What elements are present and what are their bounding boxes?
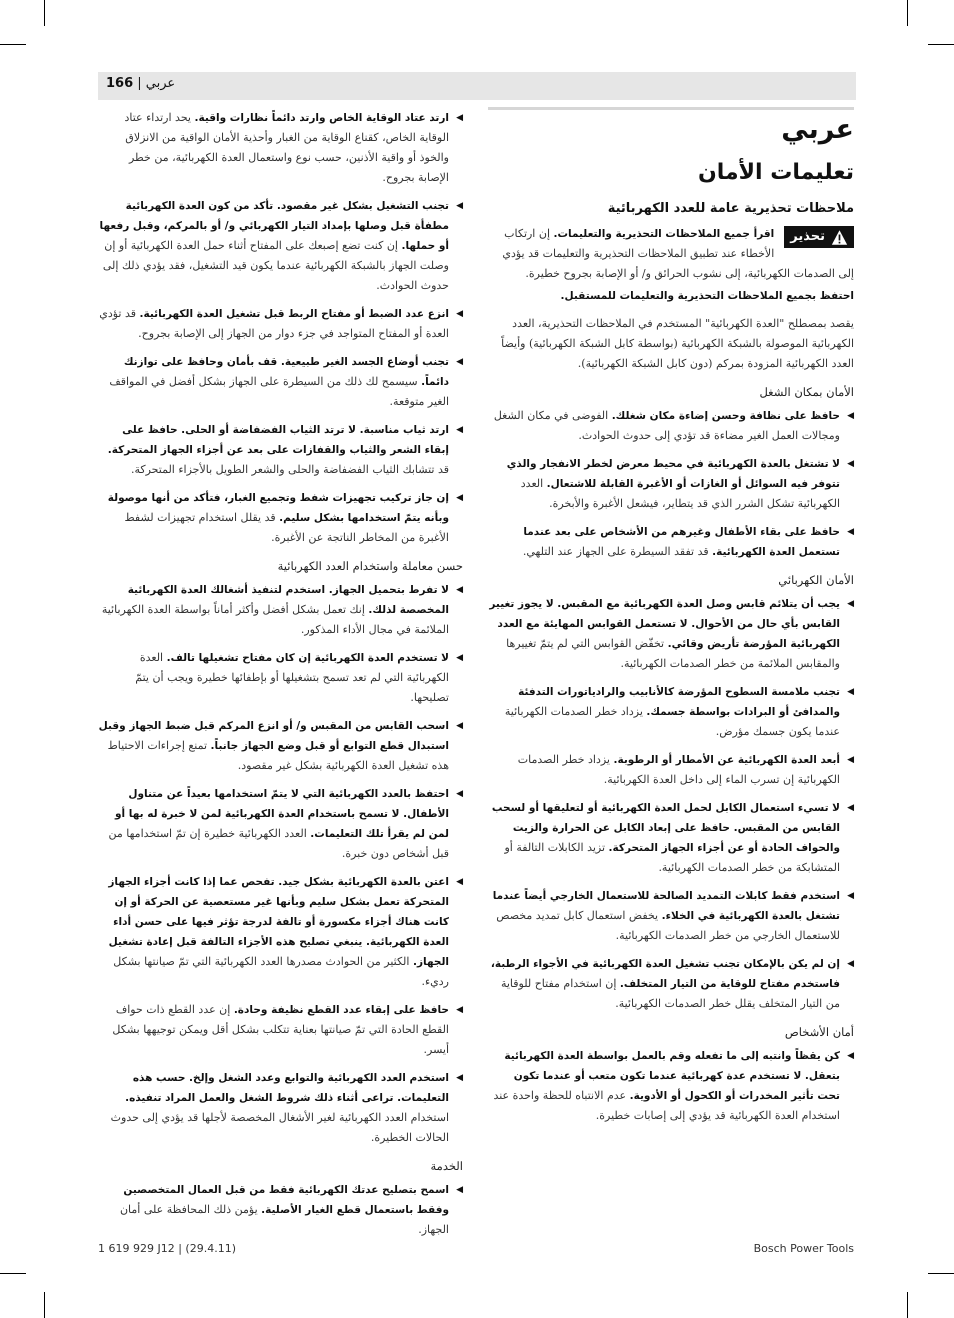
item-bold: لا تشتغل بالعدة الكهربائية في محيط معرض لخطر الانفجار والذي تتوفر فيه السوائل أو الغازات أو الأغبرة القابلة للاشتعال. <box>506 458 840 490</box>
item-bold: كن يقظاً وانتبه إلى ما تفعله وقم بالعمل بواسطة العدة الكهربائية بتعقل. لا تستخدم عدة كهربائية عندما تكون متعب أو عندما تكون تحت تأثير المخدرات أو الكحول أو الأدوية. <box>504 1050 840 1102</box>
item-text: الكثير من الحوادث مصدرها العدد الكهربائية التي تمّ صيانتها بشكل رديء. <box>113 955 449 988</box>
item-bold: اسمح بتصليح عدتك الكهربائية فقط من قبل العمال المتخصصين وفقط باستعمال قطع الغيار الأصلية. <box>123 1184 449 1216</box>
list-item <box>488 886 854 946</box>
list-item <box>98 352 463 412</box>
bullet-arrow-icon: ◀ <box>456 721 463 731</box>
page-title: تعليمات الأمان <box>698 160 854 185</box>
item-text: تخفّض القوابس التي لم يتمّ تغييرها والمقابس الملائمة من خطر الصدمات الكهربائية. <box>506 637 840 670</box>
crop-mark <box>928 44 954 45</box>
item-text: استخدام العدد الكهربائية لغير الأشغال المخصصة لأجلها قد يؤدي إلى حدوث الحالات الخطيرة. <box>110 1111 449 1144</box>
keep-instructions: احتفظ بجميع الملاحظات التحذيرية والتعليمات للمستقبل. <box>560 290 854 302</box>
bullet-arrow-icon: ◀ <box>456 1005 463 1015</box>
item-text: قد تؤدي العدة أو المفتاح المتواجد في جزء دوار من الجهاز إلى الإصابة بجروح. <box>99 307 449 340</box>
item-text: سيسمح لك ذلك من السيطرة على الجهاز بشكل أفضل في المواقف الغير متوقعة. <box>109 375 449 408</box>
bullet-arrow-icon: ◀ <box>847 527 854 537</box>
bullet-arrow-icon: ◀ <box>456 1185 463 1195</box>
personal-list <box>488 1046 854 1126</box>
list-item <box>98 872 463 992</box>
item-bold: يجب أن يتلائم قابس وصل العدة الكهربائية مع المقبس. لا يجوز تغيير القابس بأي حال من الأحوال. لا تستعمل القوابس المهايئة مع العدد الكهربائية المؤرضة تأريض وقائي. <box>489 598 840 650</box>
heading-personal-safety: أمان الأشخاص <box>784 1025 854 1039</box>
heading-tool-use: حسن معاملة واستخدام العدد الكهربائية <box>277 559 463 573</box>
item-text: قد تتشابك الثياب الفضفاضة والحلى والشعر الطويل بالأجزاء المتحركة. <box>130 463 449 476</box>
item-bold: إن جاز تركيب تجهيزات شفط وتجميع الغبار، فتأكد من أنها موصولة وبأنه يتمّ استخدامها بشكل سليم. <box>107 492 449 524</box>
list-item <box>98 784 463 864</box>
item-text: يخفض استعمال كابل تمديد مخصص للاستعمال الخارجي من خطر الصدمات الكهربائية. <box>496 909 840 942</box>
bullet-arrow-icon: ◀ <box>456 201 463 211</box>
list-item <box>98 488 463 548</box>
item-bold: ارتد ثياب مناسبة. لا ترتد الثياب الفضفاضة أو الحلى. حافظ على إبقاء الشعر والثياب والقفازات على بعد عن أجزاء الجهاز المتحركة. <box>107 424 449 456</box>
list-item <box>98 1000 463 1060</box>
item-bold: إن لم يكن بالإمكان تجنب تشغيل العدة الكهربائية في الأجواء الرطبة، فاستخدم مفتاح للوقاية من التيار المتخلف. <box>490 958 840 990</box>
page-number: 166 <box>106 76 134 91</box>
list-item <box>98 716 463 776</box>
warning-label: تحذير <box>790 229 825 244</box>
work-area-list <box>488 406 854 562</box>
warning-bold: اقرأ جميع الملاحظات التحذيرية والتعليمات. <box>553 228 775 240</box>
item-text: إن استخدام مفتاح للوقاية من التيار المتخلف يقلل خطر الصدمات الكهربائية. <box>500 977 840 1010</box>
list-item <box>488 406 854 446</box>
language-title: عربي <box>781 114 854 145</box>
section-subtitle: ملاحظات تحذيرية عامة للعدد الكهربائية <box>607 201 854 216</box>
item-text: قد يقلل استخدام تجهيزات لشفط الأغبرة من المخاطر الناتجة عن الأغبرة. <box>124 511 449 544</box>
list-item <box>98 580 463 640</box>
item-text: إن كنت تضع إصبعك على المفتاح أثناء حمل العدة الكهربائية أو إن وصلت الجهاز بالشبكة الكهربائية عندما يكون قيد التشغيل، فقد يؤدي ذلك إلى حدوث الحوادث. <box>102 239 449 292</box>
item-text: يحد ارتداء عتاد الوقاية الخاص، كقناع الوقاية من الغبار وأحذية الأمان الواقية من الانزلاق والخوذ أو واقية الأذنين، حسب نوع واستعمال العدة الكهربائية، من خطر الإصابة بجروح. <box>124 111 449 184</box>
item-text: يزداد خطر الصدمات الكهربائية عندما يكون جسمك مؤرض. <box>504 705 840 738</box>
electrical-list <box>488 594 854 1014</box>
page-header <box>98 72 856 100</box>
crop-mark <box>44 0 45 26</box>
bullet-arrow-icon: ◀ <box>847 755 854 765</box>
heading-service: الخدمة <box>430 1159 463 1173</box>
list-item <box>488 954 854 1014</box>
item-text: العدد الكهربائية تشكل الشرر الذي قد يتطاير، فيشعل الأغبرة والأبخرة. <box>520 477 840 510</box>
personal-list-continued <box>98 108 463 548</box>
item-text: يؤمن ذلك المحافظة على أمان الجهاز. <box>119 1203 449 1236</box>
definition-text: يقصد بمصطلح "العدة الكهربائية" المستخدم في الملاحظات التحذيرية، العدد الكهربائية الموصولة بالشبكة الكهربائية (بواسطة كابل الشبكة الكهربائية) وأيضاً العدد الكهربائية المزودة بمركم (دون كابل الشبكة الكهربائية). <box>501 317 854 370</box>
bullet-arrow-icon: ◀ <box>456 653 463 663</box>
item-bold: تجنب التشغيل بشكل غير مقصود. تأكد من كون العدة الكهربائية مطفأة قبل وصلها بإمداد التيار الكهربائي و/ أو بالمركم، وقبل رفعها أو حملها. <box>99 200 449 252</box>
heading-work-area: الأمان بمكان الشغل <box>759 385 854 399</box>
item-bold: استخدم فقط كابلات التمديد الصالحة للاستعمال الخارجي أيضاً عندما تشتغل بالعدة الكهربائية في الخلاء. <box>492 890 840 922</box>
list-item <box>98 304 463 344</box>
crop-mark <box>44 1292 45 1318</box>
crop-mark <box>928 1273 954 1274</box>
list-item <box>488 682 854 742</box>
list-item <box>488 1046 854 1126</box>
crop-mark <box>0 44 26 45</box>
bullet-arrow-icon: ◀ <box>456 309 463 319</box>
list-item <box>488 798 854 878</box>
footer-brand: Bosch Power Tools <box>753 1242 854 1255</box>
list-item <box>488 522 854 562</box>
list-item <box>98 1180 463 1240</box>
item-text: تمنع إجراءات الاحتياط هذه تشغيل العدة الكهربائية بشكل غير مقصود. <box>107 739 449 772</box>
bullet-arrow-icon: ◀ <box>847 891 854 901</box>
bullet-arrow-icon: ◀ <box>456 789 463 799</box>
header-language: عربي <box>145 76 176 91</box>
item-text: الفوضى في مكان الشغل ومجالات العمل الغير مضاءة قد تؤدي إلى حدوث الحوادث. <box>493 409 840 442</box>
warning-block <box>488 224 854 284</box>
item-text: تزيد الكابلات التالفة أو المتشابكة من خطر الصدمات الكهربائية. <box>504 841 840 874</box>
warning-triangle-icon <box>831 229 848 246</box>
handling-list <box>98 580 463 1148</box>
item-text: العدة الكهربائية التي لم تعد تسمح بتشغيلها أو بإطفائها خطيرة ويجب أن يتمّ تصليحها. <box>135 651 449 704</box>
bullet-arrow-icon: ◀ <box>456 357 463 367</box>
bullet-arrow-icon: ◀ <box>847 959 854 969</box>
item-text: يزداد خطر الصدمات الكهربائية إن تسرب الماء إلى داخل العدة الكهربائية. <box>517 753 840 786</box>
heading-electrical-safety: الأمان الكهربائي <box>778 573 854 587</box>
item-text: العدد الكهربائية خطيرة إن تمّ استخدامها من قبل أشخاص دون خبرة. <box>108 827 449 860</box>
item-text: قد تفقد السيطرة على الجهاز عند التلهي. <box>522 545 713 558</box>
item-bold: تجنب أوضاع الجسد الغير طبيعية. قف بأمان وحافظ على توازنك دائماً. <box>123 356 449 388</box>
right-column <box>488 108 854 1134</box>
list-item <box>98 420 463 480</box>
item-bold: لا تسيء استعمال الكابل لحمل العدة الكهربائية أو لتعليقها أو لسحب القابس من المقبس. حافظ على إبعاد الكابل عن الحرارة والزيت والحواف الحادة أو عن أجزاء الجهاز المتحركة. <box>491 802 840 854</box>
bullet-arrow-icon: ◀ <box>847 599 854 609</box>
list-item <box>98 196 463 296</box>
bullet-arrow-icon: ◀ <box>456 493 463 503</box>
bullet-arrow-icon: ◀ <box>456 425 463 435</box>
item-bold: أبعد العدة الكهربائية عن الأمطار أو الرطوبة. <box>613 754 840 766</box>
item-bold: اعتن بالعدة الكهربائية بشكل جيد. تفحص عما إذا كانت أجزاء الجهاز المتحركة تعمل بشكل سليم وبأنها غير مستعصية عن الحركة أو إن كانت هناك أجزاء مكسورة أو تالفة لدرجة تؤثر فيها على حسن أداء العدة الكهربائية. ينبغي تصليح هذه الأجزاء التالفة قبل إعادة تشغيل الجهاز. <box>108 876 449 968</box>
bullet-arrow-icon: ◀ <box>847 803 854 813</box>
item-text: إن عدد القطع ذات حواف القطع الحادة التي تمّ صيانتها بعناية تتكلب بشكل أقل ويمكن توجيهها بشكل أيسر. <box>112 1003 449 1056</box>
item-bold: لا تستخدم العدة الكهربائية إن كان مفتاح تشغيلها تالف. <box>166 652 449 664</box>
crop-mark <box>0 1273 26 1274</box>
item-bold: تجنب ملامسة السطوح المؤرضة كالأنابيب والرادياتورات التدفئة والمدافئ أو البرادات بواسطة جسمك. <box>518 686 840 718</box>
item-bold: لا تفرط بتحميل الجهاز. استخدم لتنفيذ أشغالك العدة الكهربائية المخصصة لذلك. <box>127 584 449 616</box>
item-bold: حافظ على نظافة وحسن إضاءة مكان شغلك. <box>611 410 840 422</box>
bullet-arrow-icon: ◀ <box>456 877 463 887</box>
item-text: عدم الانتباه للحظة واحدة عند استخدام العدة الكهربائية قد يؤدي إلى إصابات خطيرة. <box>493 1089 840 1122</box>
footer-code: 1 619 929 J12 | (29.4.11) <box>98 1242 236 1255</box>
list-item <box>98 648 463 708</box>
item-text: إنك تعمل بشكل أفضل وأكثر أماناً بواسطة العدة الكهربائية الملائمة في مجال الأداء المذكور. <box>101 603 449 636</box>
list-item <box>488 750 854 790</box>
left-column <box>98 108 463 1248</box>
list-item <box>98 108 463 188</box>
service-list <box>98 1180 463 1240</box>
item-bold: ارتد عتاد الوقاية الخاص وارتد دائماً نظارات واقية. <box>194 112 449 124</box>
page-number-label: عربي | 166 <box>106 76 176 91</box>
bullet-arrow-icon: ◀ <box>456 113 463 123</box>
item-bold: حافظ على بقاء الأطفال وغيرهم من الأشخاص على بعد عندما تستعمل العدة الكهربائية. <box>523 526 840 558</box>
item-bold: اسحب القابس من المقبس و/ أو انزع المركم قبل ضبط الجهاز وقبل استبدال قطع التوابع أو قبل وضع الجهاز جانباً. <box>98 720 449 752</box>
bullet-arrow-icon: ◀ <box>456 1073 463 1083</box>
list-item <box>488 594 854 674</box>
item-bold: احتفظ بالعدد الكهربائية التي لا يتمّ استخدامها بعيداً عن متناول الأطفال. لا تسمح باستخدام العدة الكهربائية لمن لا خبرة له بها أو لمن لم يقرأ تلك التعليمات. <box>114 788 449 840</box>
item-bold: استخدم العدد الكهربائية والتوابع وعدد الشغل وإلخ. حسب هذه التعليمات. تراعى أثناء ذلك شروط الشغل والعمل المراد تنفيذه. <box>125 1072 449 1104</box>
bullet-arrow-icon: ◀ <box>847 1051 854 1061</box>
item-bold: انزع عدد الضبط أو مفتاح الربط قبل تشغيل العدة الكهربائية. <box>139 308 449 320</box>
bullet-arrow-icon: ◀ <box>847 687 854 697</box>
bullet-arrow-icon: ◀ <box>456 585 463 595</box>
list-item <box>488 454 854 514</box>
crop-mark <box>907 1292 908 1318</box>
warning-text: إن ارتكاب الأخطاء عند تطبيق الملاحظات التحذيرية والتعليمات قد يؤدي إلى الصدمات الكهربائية، إلى نشوب الحرائق و/ أو الإصابة بجروح خطيرة. <box>502 227 854 280</box>
item-bold: حافظ على إبقاء عدد القطع نظيفة وحادة. <box>233 1004 449 1016</box>
list-item <box>98 1068 463 1148</box>
warning-badge <box>784 226 854 248</box>
crop-mark <box>907 0 908 26</box>
bullet-arrow-icon: ◀ <box>847 459 854 469</box>
bullet-arrow-icon: ◀ <box>847 411 854 421</box>
